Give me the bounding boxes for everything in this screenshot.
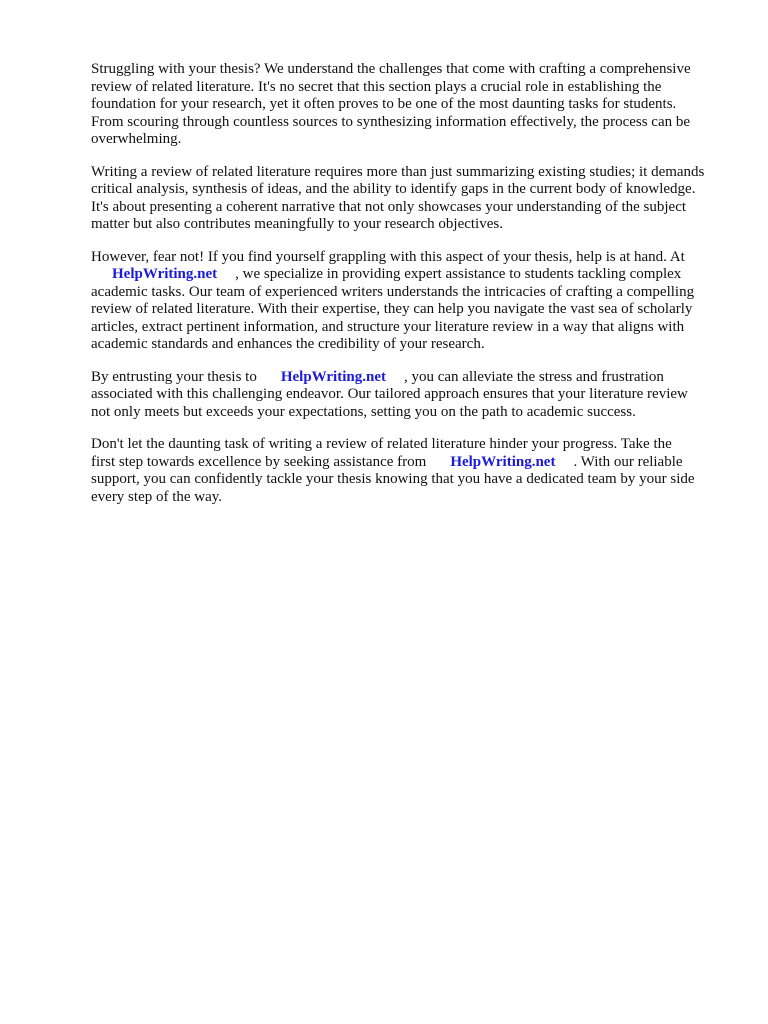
text-line: not only meets but exceeds your expectations, setting you on the path to academic success. xyxy=(91,403,636,420)
text-line: Don't let the daunting task of writing a review of related literature hinder your progress. Take the xyxy=(91,436,672,452)
text-line: matter but also contributes meaningfully to your research objectives. xyxy=(91,216,503,232)
text-line: support, you can confidently tackle your thesis knowing that you have a dedicated team by your side xyxy=(91,471,695,487)
text-fragment: , you can alleviate the stress and frustration xyxy=(403,368,664,385)
text-line xyxy=(91,369,731,387)
text-line: academic standards and enhances the credibility of your research. xyxy=(91,336,485,352)
text-line: Writing a review of related literature requires more than just summarizing existing studies; it demands xyxy=(91,163,705,180)
helpwriting-link[interactable]: HelpWriting.net xyxy=(112,266,218,282)
text-fragment: . With our reliable xyxy=(573,453,683,470)
text-line xyxy=(91,266,731,284)
text-fragment: By entrusting your thesis to xyxy=(91,368,257,385)
text-line xyxy=(91,454,731,472)
text-line: review of related literature. With their expertise, they can help you navigate the vast sea of scholarly xyxy=(91,301,693,317)
text-line: However, fear not! If you find yourself grappling with this aspect of your thesis, help is at hand. At xyxy=(91,248,685,265)
text-fragment: , we specialize in providing expert assistance to students tackling complex xyxy=(235,266,682,282)
document-body xyxy=(91,61,731,521)
paragraph-help-offer xyxy=(91,249,731,354)
paragraph-intro xyxy=(91,61,731,149)
text-line: articles, extract pertinent information, and structure your literature review in a way that aligns with xyxy=(91,318,685,335)
helpwriting-link[interactable]: HelpWriting.net xyxy=(450,453,556,470)
text-line: It's about presenting a coherent narrative that not only showcases your understanding of the subject xyxy=(91,198,687,215)
helpwriting-link[interactable]: HelpWriting.net xyxy=(280,368,386,385)
text-line: Struggling with your thesis? We understand the challenges that come with crafting a comprehensive xyxy=(91,61,691,77)
paragraph-requirements xyxy=(91,164,731,234)
text-line: foundation for your research, yet it often proves to be one of the most daunting tasks for students. xyxy=(91,96,677,112)
text-line: associated with this challenging endeavor. Our tailored approach ensures that your literature review xyxy=(91,386,688,402)
text-line: From scouring through countless sources to synthesizing information effectively, the process can be xyxy=(91,113,691,130)
text-line: every step of the way. xyxy=(91,488,223,505)
text-line: critical analysis, synthesis of ideas, and the ability to identify gaps in the current body of knowledge. xyxy=(91,181,696,197)
paragraph-entrust xyxy=(91,369,731,422)
paragraph-closing xyxy=(91,436,731,506)
text-line: academic tasks. Our team of experienced writers understands the intricacies of crafting a compelling xyxy=(91,283,695,300)
text-line: overwhelming. xyxy=(91,131,182,147)
text-line: review of related literature. It's no secret that this section plays a crucial role in establishing the xyxy=(91,78,662,95)
text-fragment: first step towards excellence by seeking assistance from xyxy=(91,453,427,470)
